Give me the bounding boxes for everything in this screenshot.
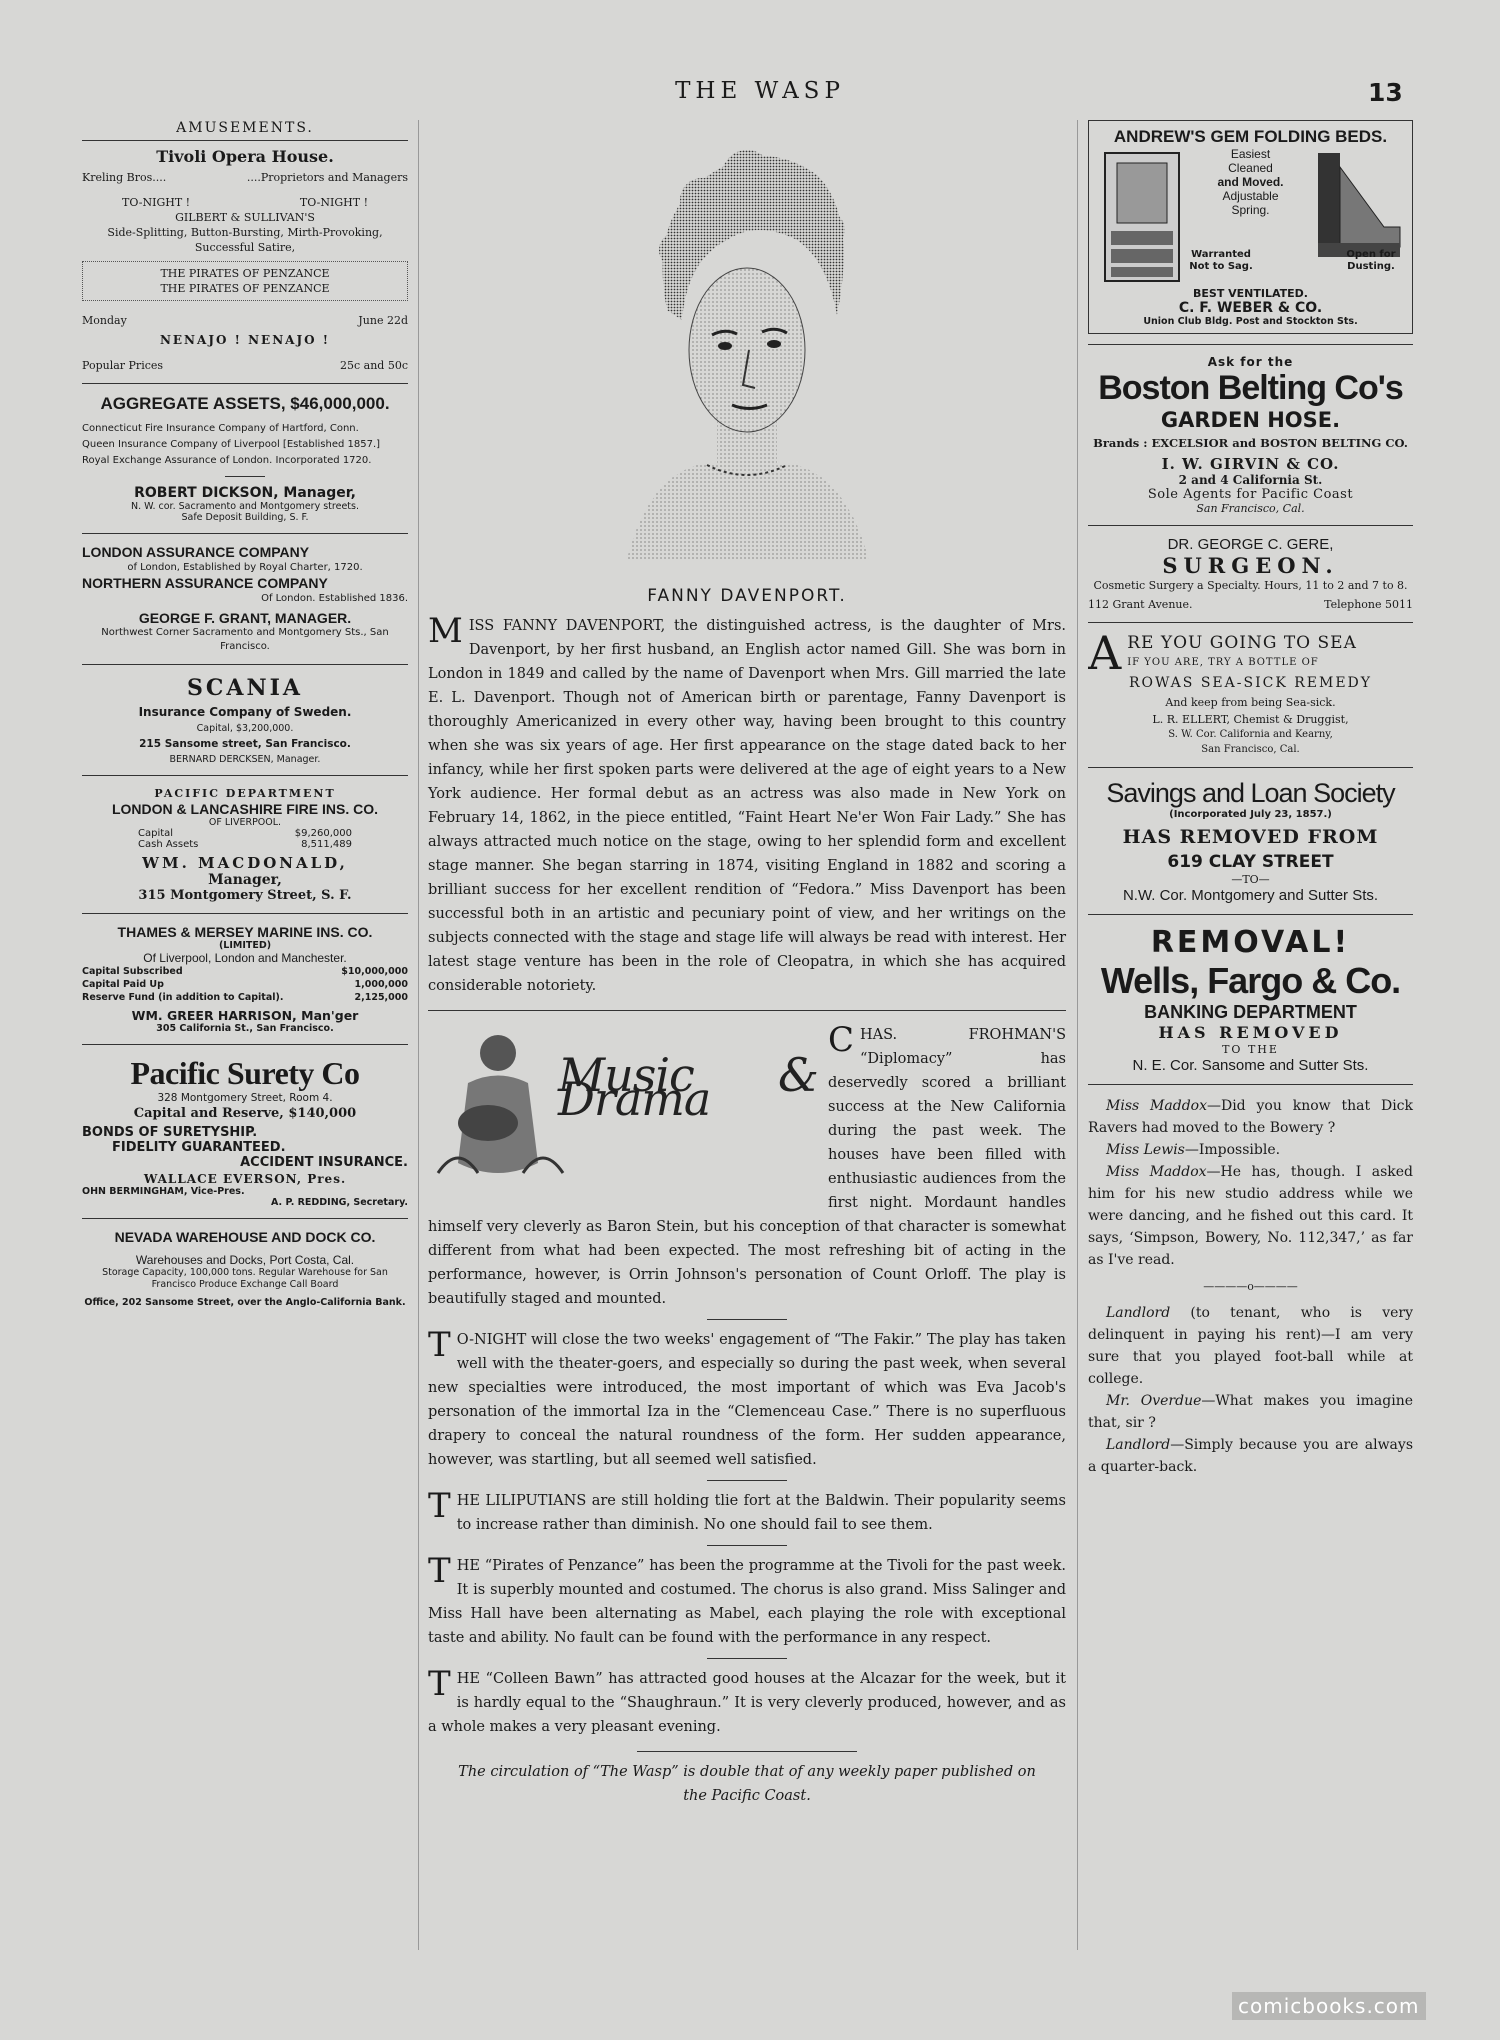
- beds-illustration: [1095, 147, 1406, 287]
- cash-row: [138, 839, 352, 850]
- thames-row-label: Capital Subscribed: [82, 966, 183, 977]
- right-column: [1088, 120, 1413, 1478]
- feature-easiest: Easiest: [1230, 147, 1271, 161]
- cash-label: Cash Assets: [138, 839, 199, 850]
- nevada-warehouse-ad: [82, 1229, 408, 1309]
- girvin-address: 2 and 4 California St.: [1178, 473, 1323, 487]
- surety-fidelity: FIDELITY GUARANTEED.: [112, 1140, 286, 1155]
- macdonald-role: Manager,: [208, 872, 282, 888]
- pirates-paragraph: [428, 1551, 1066, 1650]
- column-divider: [418, 120, 419, 1950]
- dialogue: —Simply because you are always a quarter-back.: [1088, 1437, 1413, 1475]
- pirates-box: [82, 261, 408, 301]
- capital-table: [82, 828, 408, 850]
- savings-loan-ad: [1088, 778, 1413, 904]
- surgeon-title: SURGEON.: [1162, 553, 1339, 578]
- garden-hose: GARDEN HOSE.: [1160, 408, 1341, 432]
- sole-agents: Sole Agents for Pacific Coast: [1147, 487, 1354, 502]
- thames-mersey-ad: [82, 924, 408, 1034]
- ask-for: Ask for the: [1207, 355, 1294, 369]
- colleen-text: HE “Colleen Bawn” has attracted good houses at the Alcazar for the week, but it is hardly equal to the “Shaughraun.” It is very cleverly produced, however, and as a whole makes a very pleasant evening.: [428, 1671, 1066, 1735]
- speaker: Landlord: [1106, 1437, 1171, 1453]
- northern-sub: Of London. Established 1836.: [261, 593, 408, 604]
- speaker: Miss Lewis: [1106, 1142, 1185, 1158]
- joke-line: [1088, 1095, 1413, 1139]
- safe-deposit: Safe Deposit Building, S. F.: [181, 512, 309, 523]
- cash-value: 8,511,489: [301, 839, 352, 850]
- frohman-text: HAS. FROHMAN'S “Diplomacy” has deservedly scored a brilliant success at the New California during the past week. The houses have been filled with enthusiastic audiences from the first night. Mordaunt handles himself very cleverly as Baron Stein, but his conception of that character is somewhat different from what had been expected. The most refreshing bit of acting in the performance, however, is Orrin Johnson's personation of Count Orloff. The play is beautifully staged and mounted.: [428, 1027, 1066, 1307]
- dropcap-letter: T: [428, 1551, 451, 1591]
- weber-name: C. F. WEBER & CO.: [1178, 300, 1323, 316]
- monday-date: June 22d: [358, 314, 408, 327]
- pacific-department: PACIFIC DEPARTMENT: [154, 787, 336, 800]
- capital-row: [138, 828, 352, 839]
- joke-line: [1088, 1139, 1413, 1161]
- joke-line: [1088, 1390, 1413, 1434]
- amusements-ad: [82, 120, 408, 373]
- liliputians-text: HE LILIPUTIANS are still holding tlie fort at the Baldwin. Their popularity seems to increase rather than diminish. No one should fail to see them.: [456, 1493, 1066, 1533]
- thames-table: [82, 965, 408, 1004]
- company-item: Connecticut Fire Insurance Company of Hartford, Conn.: [82, 423, 359, 434]
- removal-title: REMOVAL!: [1150, 925, 1351, 960]
- scania-capital: Capital, $3,200,000.: [196, 723, 294, 734]
- nevada-office: Office, 202 Sansome Street, over the Anglo-California Bank.: [84, 1297, 406, 1308]
- london-assurance-title: LONDON ASSURANCE COMPANY: [82, 544, 310, 560]
- gere-telephone: Telephone 5011: [1324, 598, 1413, 611]
- capital-label: Capital: [138, 828, 174, 839]
- monday-row: [82, 313, 408, 328]
- thames-row: [82, 965, 408, 978]
- sea-dropcap: A: [1088, 633, 1122, 673]
- scania-ad: [82, 675, 408, 765]
- proprietors-name: Kreling Bros....: [82, 171, 167, 184]
- prices-row: [82, 358, 408, 373]
- thames-title: THAMES & MERSEY MARINE INS. CO.: [117, 924, 373, 940]
- dropcap-letter: C: [828, 1020, 855, 1060]
- proprietors-role: ....Proprietors and Managers: [246, 171, 408, 184]
- joke-line: [1088, 1302, 1413, 1390]
- pacific-surety-ad: [82, 1055, 408, 1208]
- scania-address: 215 Sansome street, San Francisco.: [139, 738, 351, 750]
- surety-title: Pacific Surety Co: [130, 1055, 360, 1091]
- scania-manager: BERNARD DERCKSEN, Manager.: [169, 754, 321, 765]
- fakir-paragraph: [428, 1325, 1066, 1472]
- clay-street: 619 CLAY STREET: [1167, 852, 1334, 872]
- of-liverpool: OF LIVERPOOL.: [208, 817, 282, 828]
- harrison-address: 305 California St., San Francisco.: [156, 1023, 334, 1034]
- best-ventilated: BEST VENTILATED.: [1193, 287, 1308, 300]
- nevada-title: NEVADA WAREHOUSE AND DOCK CO.: [114, 1229, 376, 1245]
- surety-accident: ACCIDENT INSURANCE.: [240, 1155, 408, 1170]
- dropcap-letter: T: [428, 1486, 451, 1526]
- nevada-sub: Warehouses and Docks, Port Costa, Cal.: [135, 1253, 355, 1267]
- andrews-title: ANDREW'S GEM FOLDING BEDS.: [1113, 127, 1388, 146]
- savings-title: Savings and Loan Society: [1106, 778, 1395, 808]
- ne-corner: N. E. Cor. Sansome and Sutter Sts.: [1132, 1057, 1369, 1074]
- thames-limited: (LIMITED): [218, 940, 272, 951]
- beds-features: [1185, 147, 1316, 217]
- surety-bonds: BONDS OF SURETYSHIP.: [82, 1125, 258, 1140]
- pirates-line: THE PIRATES OF PENZANCE: [160, 282, 330, 295]
- feature-adjustable: Adjustable: [1222, 189, 1279, 203]
- speaker: Miss Maddox: [1106, 1164, 1207, 1180]
- boston-title: Boston Belting Co's: [1098, 369, 1403, 407]
- ellert-city: San Francisco, Cal.: [1201, 744, 1300, 755]
- company-item: Royal Exchange Assurance of London. Incorporated 1720.: [82, 455, 372, 466]
- feature-moved: and Moved.: [1217, 175, 1284, 189]
- keep-from-seasick: And keep from being Sea-sick.: [1165, 696, 1336, 709]
- macdonald-address: 315 Montgomery Street, S. F.: [138, 888, 352, 903]
- joke-line: [1088, 1434, 1413, 1478]
- music-drama-vignette: [428, 1023, 818, 1193]
- thames-row-label: Reserve Fund (in addition to Capital).: [82, 992, 284, 1003]
- scania-sub: Insurance Company of Sweden.: [138, 705, 352, 719]
- dr-gere-ad: [1088, 536, 1413, 612]
- harrison-manager: WM. GREER HARRISON, Man'ger: [131, 1008, 359, 1023]
- dickson-address: N. W. cor. Sacramento and Montgomery streets.: [131, 501, 359, 512]
- sea-sick-ad: [1088, 633, 1413, 757]
- feature-spring: Spring.: [1231, 203, 1270, 217]
- muse-figure-icon: [428, 1023, 568, 1183]
- dialogue: —He has, though. I asked him for his new studio address while we were dancing, and he fished out this card. It says, ‘Simpson, Bowery, No. 112,347,’ as far as I've read.: [1088, 1164, 1413, 1268]
- to-label: —TO—: [1231, 873, 1270, 886]
- sea-heading: [1088, 633, 1413, 673]
- surety-secretary: A. P. REDDING, Secretary.: [271, 1197, 408, 1208]
- pirates-line: THE PIRATES OF PENZANCE: [160, 267, 330, 280]
- sea-title: RE YOU GOING TO SEA: [1127, 633, 1357, 653]
- grant-manager: GEORGE F. GRANT, MANAGER.: [138, 610, 352, 626]
- grant-address: Northwest Corner Sacramento and Montgomery Sts., San Francisco.: [101, 627, 389, 652]
- left-column: [82, 120, 408, 1319]
- davenport-bio: [428, 611, 1066, 998]
- banking-department: BANKING DEPARTMENT: [1144, 1002, 1357, 1022]
- wells-fargo-ad: [1088, 925, 1413, 1074]
- speaker: Landlord: [1106, 1305, 1171, 1321]
- nw-corner: N.W. Cor. Montgomery and Sutter Sts.: [1122, 887, 1379, 904]
- gs-description: Side-Splitting, Button-Bursting, Mirth-Provoking, Successful Satire,: [107, 226, 383, 254]
- tonight-label: TO-NIGHT !: [299, 196, 368, 209]
- london-assurance-ad: [82, 544, 408, 654]
- ellert-address: S. W. Cor. California and Kearny,: [1168, 729, 1333, 740]
- thames-row: [82, 978, 408, 991]
- aggregate-title: AGGREGATE ASSETS, $46,000,000.: [100, 394, 390, 413]
- tivoli-title: Tivoli Opera House.: [156, 147, 334, 166]
- fanny-davenport-portrait: [607, 120, 887, 580]
- scania-title: SCANIA: [187, 675, 303, 701]
- maddox-joke: [1088, 1095, 1413, 1271]
- nenajo: NENAJO ! NENAJO !: [159, 333, 331, 347]
- dickson-manager: ROBERT DICKSON, Manager,: [134, 485, 356, 501]
- tonight-row: [82, 195, 408, 210]
- boston-belting-ad: [1088, 355, 1413, 515]
- portrait-caption: FANNY DAVENPORT.: [647, 586, 847, 606]
- column-divider: [1077, 120, 1078, 1950]
- folding-bed-cabinet-icon: [1097, 147, 1187, 287]
- liliputians-paragraph: [428, 1486, 1066, 1537]
- middle-column: [428, 120, 1066, 1808]
- pirates-text: HE “Pirates of Penzance” has been the programme at the Tivoli for the past week. It is superbly mounted and costumed. The chorus is also grand. Miss Salinger and Miss Hall have been alternating as Mabel, each playing the role with exceptional taste and ability. No fault can be found with the performance in any respect.: [428, 1558, 1066, 1646]
- macdonald-name: WM. MACDONALD,: [142, 854, 348, 872]
- tonight-label: TO-NIGHT !: [122, 196, 191, 209]
- northern-title: NORTHERN ASSURANCE COMPANY: [82, 575, 328, 591]
- company-item: Queen Insurance Company of Liverpool [Established 1857.]: [82, 439, 381, 450]
- gilbert-sullivan: GILBERT & SULLIVAN'S: [175, 211, 315, 224]
- brands: Brands : EXCELSIOR and BOSTON BELTING CO.: [1093, 436, 1408, 450]
- london-lancashire-ad: [82, 786, 408, 903]
- dropcap-letter: T: [428, 1325, 451, 1365]
- bio-text: ISS FANNY DAVENPORT, the distinguished actress, is the daughter of Mrs. Davenport, by her first husband, an English actor named Gill. She was born in London in 1849 and called by the name of Davenport when Mrs. Gill married the late E. L. Davenport. Though not of American birth or parentage, Fanny Davenport is thoroughly Americanized in every other way, having been brought to this country when she was six years of age. Her first appearance on the stage dated back to her infancy, while her first spoken parts were delivered at the age of eight years to a New York audience. Her formal debut as an actress was also made in New York on February 14, 1862, in the piece entitled, “Faint Heart Ne'er Won Fair Lady.” She has always attracted much notice on the stage, owing to her splendid form and excellent stage manner. She began starring in 1874, visiting England in 1882 and scoring a brilliant success for her excellent rendition of “Fedora.” Miss Davenport has been successful both in an artistic and pecuniary point of view, and her writings on the subjects connected with the stage and stage life will always be read with interest. Her latest stage venture has been in the role of Cleopatra, in which she has acquired considerable notoriety.: [428, 618, 1066, 994]
- has-removed: HAS REMOVED: [1158, 1023, 1343, 1042]
- gere-address: 112 Grant Avenue.: [1088, 598, 1193, 611]
- music-drama-title: Music & Drama: [558, 1048, 818, 1126]
- dialogue: —What makes you imagine that, sir ?: [1088, 1393, 1413, 1431]
- rowas-remedy: ROWAS SEA-SICK REMEDY: [1128, 675, 1373, 691]
- dialogue: —Impossible.: [1184, 1142, 1281, 1158]
- weber-address: Union Club Bldg. Post and Stockton Sts.: [1143, 316, 1358, 327]
- page-number: 13: [1368, 78, 1403, 107]
- thames-row: [82, 991, 408, 1004]
- capital-value: $9,260,000: [294, 828, 352, 839]
- surety-capital: Capital and Reserve, $140,000: [133, 1106, 357, 1121]
- thames-row-value: 1,000,000: [354, 979, 408, 990]
- london-assurance-sub: of London, Established by Royal Charter, 1720.: [127, 562, 363, 573]
- colleen-paragraph: [428, 1664, 1066, 1739]
- company-list: [82, 422, 408, 468]
- nevada-storage: Storage Capacity, 100,000 tons. Regular Warehouse for San Francisco Produce Exchange Call Board: [102, 1267, 388, 1290]
- dropcap-letter: M: [428, 611, 463, 651]
- surety-president: WALLACE EVERSON, Pres.: [143, 1172, 347, 1186]
- open-for-dusting: Open for Dusting.: [1346, 249, 1396, 272]
- savings-incorporated: (Incorporated July 23, 1857.): [1169, 809, 1332, 820]
- fakir-text: O-NIGHT will close the two weeks' engagement of “The Fakir.” The play has taken well with the theater-goers, and especially so during the past week, when several new specialties were introduced, the most important of which was Eva Jacob's personation of the immortal Iza in the “Clemenceau Case.” There is no superfluous drapery to conceal the natural roundness of the form. Her sudden appearance, however, was startling, but all seemed well satisfied.: [428, 1332, 1066, 1468]
- folding-beds-ad: [1088, 120, 1413, 334]
- gere-name: DR. GEORGE C. GERE,: [1167, 536, 1334, 553]
- tivoli-proprietors: [82, 170, 408, 185]
- joke-line: [1088, 1161, 1413, 1271]
- girvin-name: I. W. GIRVIN & CO.: [1161, 455, 1340, 473]
- speaker: Miss Maddox: [1106, 1098, 1207, 1114]
- thames-row-value: $10,000,000: [341, 966, 408, 977]
- aggregate-assets-ad: [82, 394, 408, 523]
- masthead-title: THE WASP: [675, 78, 845, 104]
- monday-label: Monday: [82, 314, 127, 327]
- ellert-name: L. R. ELLERT, Chemist & Druggist,: [1152, 713, 1349, 726]
- music-drama-section: [428, 1020, 1066, 1311]
- joke-divider: ————o————: [1203, 1280, 1298, 1293]
- removed-from: HAS REMOVED FROM: [1122, 826, 1379, 848]
- prices-value: 25c and 50c: [340, 359, 408, 372]
- thames-row-value: 2,125,000: [354, 992, 408, 1003]
- dialogue: —Did you know that Dick Ravers had moved to the Bowery ?: [1088, 1098, 1414, 1136]
- landlord-joke: [1088, 1302, 1413, 1478]
- prices-label: Popular Prices: [82, 359, 164, 372]
- wells-fargo-title: Wells, Fargo & Co.: [1100, 960, 1401, 1001]
- to-the: TO THE: [1222, 1043, 1279, 1056]
- sea-sub: IF YOU ARE, TRY A BOTTLE OF: [1127, 657, 1319, 668]
- thames-row-label: Capital Paid Up: [82, 979, 164, 990]
- gere-hours: Cosmetic Surgery a Specialty. Hours, 11 to 2 and 7 to 8.: [1093, 579, 1408, 592]
- beds-warranty-row: [1181, 249, 1406, 273]
- circulation-notice: The circulation of “The Wasp” is double that of any weekly paper published on the Pacific Coast.: [458, 1764, 1036, 1804]
- dialogue: (to tenant, who is very delinquent in paying his rent)—I am very sure that you played foot-ball while at college.: [1088, 1305, 1413, 1387]
- sole-city: San Francisco, Cal.: [1196, 502, 1305, 515]
- speaker: Mr. Overdue: [1106, 1393, 1202, 1409]
- gere-contact-row: [1088, 597, 1413, 612]
- thames-sub: Of Liverpool, London and Manchester.: [143, 951, 347, 965]
- watermark: comicbooks.com: [1232, 1992, 1426, 2020]
- page-header: [0, 78, 1500, 114]
- surety-vice-president: OHN BERMINGHAM, Vice-Pres.: [82, 1186, 245, 1197]
- dropcap-letter: T: [428, 1664, 451, 1704]
- london-lancashire-title: LONDON & LANCASHIRE FIRE INS. CO.: [111, 801, 378, 817]
- amusements-title: AMUSEMENTS.: [82, 120, 408, 141]
- surety-address: 328 Montgomery Street, Room 4.: [157, 1092, 333, 1104]
- feature-cleaned: Cleaned: [1228, 161, 1273, 175]
- warranted: Warranted Not to Sag.: [1189, 249, 1253, 272]
